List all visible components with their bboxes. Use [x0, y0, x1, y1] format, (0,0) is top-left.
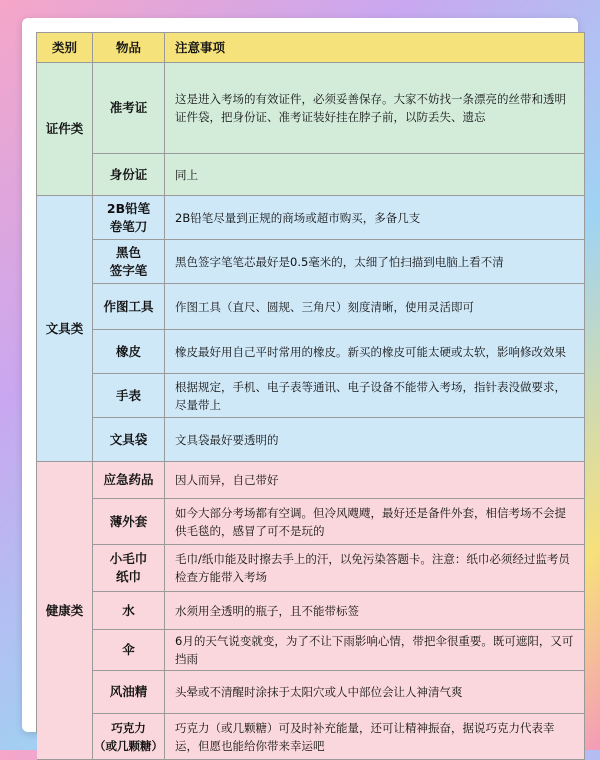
note-cell: 如今大部分考场都有空调。但冷风飕飕，最好还是备件外套，相信考场不会提供毛毯的，感冒了可不是玩的: [165, 499, 585, 545]
item-cell: 薄外套: [93, 499, 165, 545]
note-cell: 文具袋最好要透明的: [165, 418, 585, 462]
note-cell: 因人而异，自己带好: [165, 462, 585, 499]
note-cell: 头晕或不清醒时涂抹于太阳穴或人中部位会让人神清气爽: [165, 671, 585, 714]
item-cell: 橡皮: [93, 330, 165, 374]
checklist-card: [22, 18, 578, 753]
item-cell: 巧克力 （或几颗糖）: [93, 714, 165, 760]
item-cell: 作图工具: [93, 284, 165, 330]
item-cell: 准考证: [93, 63, 165, 154]
item-cell: 风油精: [93, 671, 165, 714]
item-cell: 文具袋: [93, 418, 165, 462]
item-cell: 2B铅笔 卷笔刀: [93, 196, 165, 240]
note-cell: 根据规定，手机、电子表等通讯、电子设备不能带入考场，指针表没做要求，尽量带上: [165, 374, 585, 418]
header-category: 类别: [37, 33, 93, 63]
checklist-table: [36, 32, 585, 753]
item-cell: 应急药品: [93, 462, 165, 499]
item-cell: 伞: [93, 630, 165, 671]
header-note: 注意事项: [165, 33, 585, 63]
note-cell: 黑色签字笔笔芯最好是0.5毫米的，太细了怕扫描到电脑上看不清: [165, 240, 585, 284]
note-cell: 同上: [165, 154, 585, 196]
note-cell: 这是进入考场的有效证件，必须妥善保存。大家不妨找一条漂亮的丝带和透明证件袋，把身份证、准考证装好挂在脖子前，以防丢失、遗忘: [165, 63, 585, 154]
note-cell: 作图工具（直尺、圆规、三角尺）刻度清晰，使用灵活即可: [165, 284, 585, 330]
note-cell: 水须用全透明的瓶子，且不能带标签: [165, 592, 585, 630]
category-health: 健康类: [37, 462, 93, 760]
category-cert: 证件类: [37, 63, 93, 196]
note-cell: 毛巾/纸巾能及时擦去手上的汗，以免污染答题卡。注意：纸巾必须经过监考员检查方能带入考场: [165, 545, 585, 592]
item-cell: 手表: [93, 374, 165, 418]
note-cell: 2B铅笔尽量到正规的商场或超市购买，多备几支: [165, 196, 585, 240]
header-item: 物品: [93, 33, 165, 63]
item-cell: 身份证: [93, 154, 165, 196]
item-cell: 水: [93, 592, 165, 630]
category-stationery: 文具类: [37, 196, 93, 462]
note-cell: 巧克力（或几颗糖）可及时补充能量，还可让精神振奋，据说巧克力代表幸运，但愿也能给你带来幸运吧: [165, 714, 585, 760]
note-cell: 橡皮最好用自己平时常用的橡皮。新买的橡皮可能太硬或太软，影响修改效果: [165, 330, 585, 374]
item-cell: 黑色 签字笔: [93, 240, 165, 284]
note-cell: 6月的天气说变就变，为了不让下雨影响心情，带把伞很重要。既可遮阳，又可挡雨: [165, 630, 585, 671]
item-cell: 小毛巾 纸巾: [93, 545, 165, 592]
